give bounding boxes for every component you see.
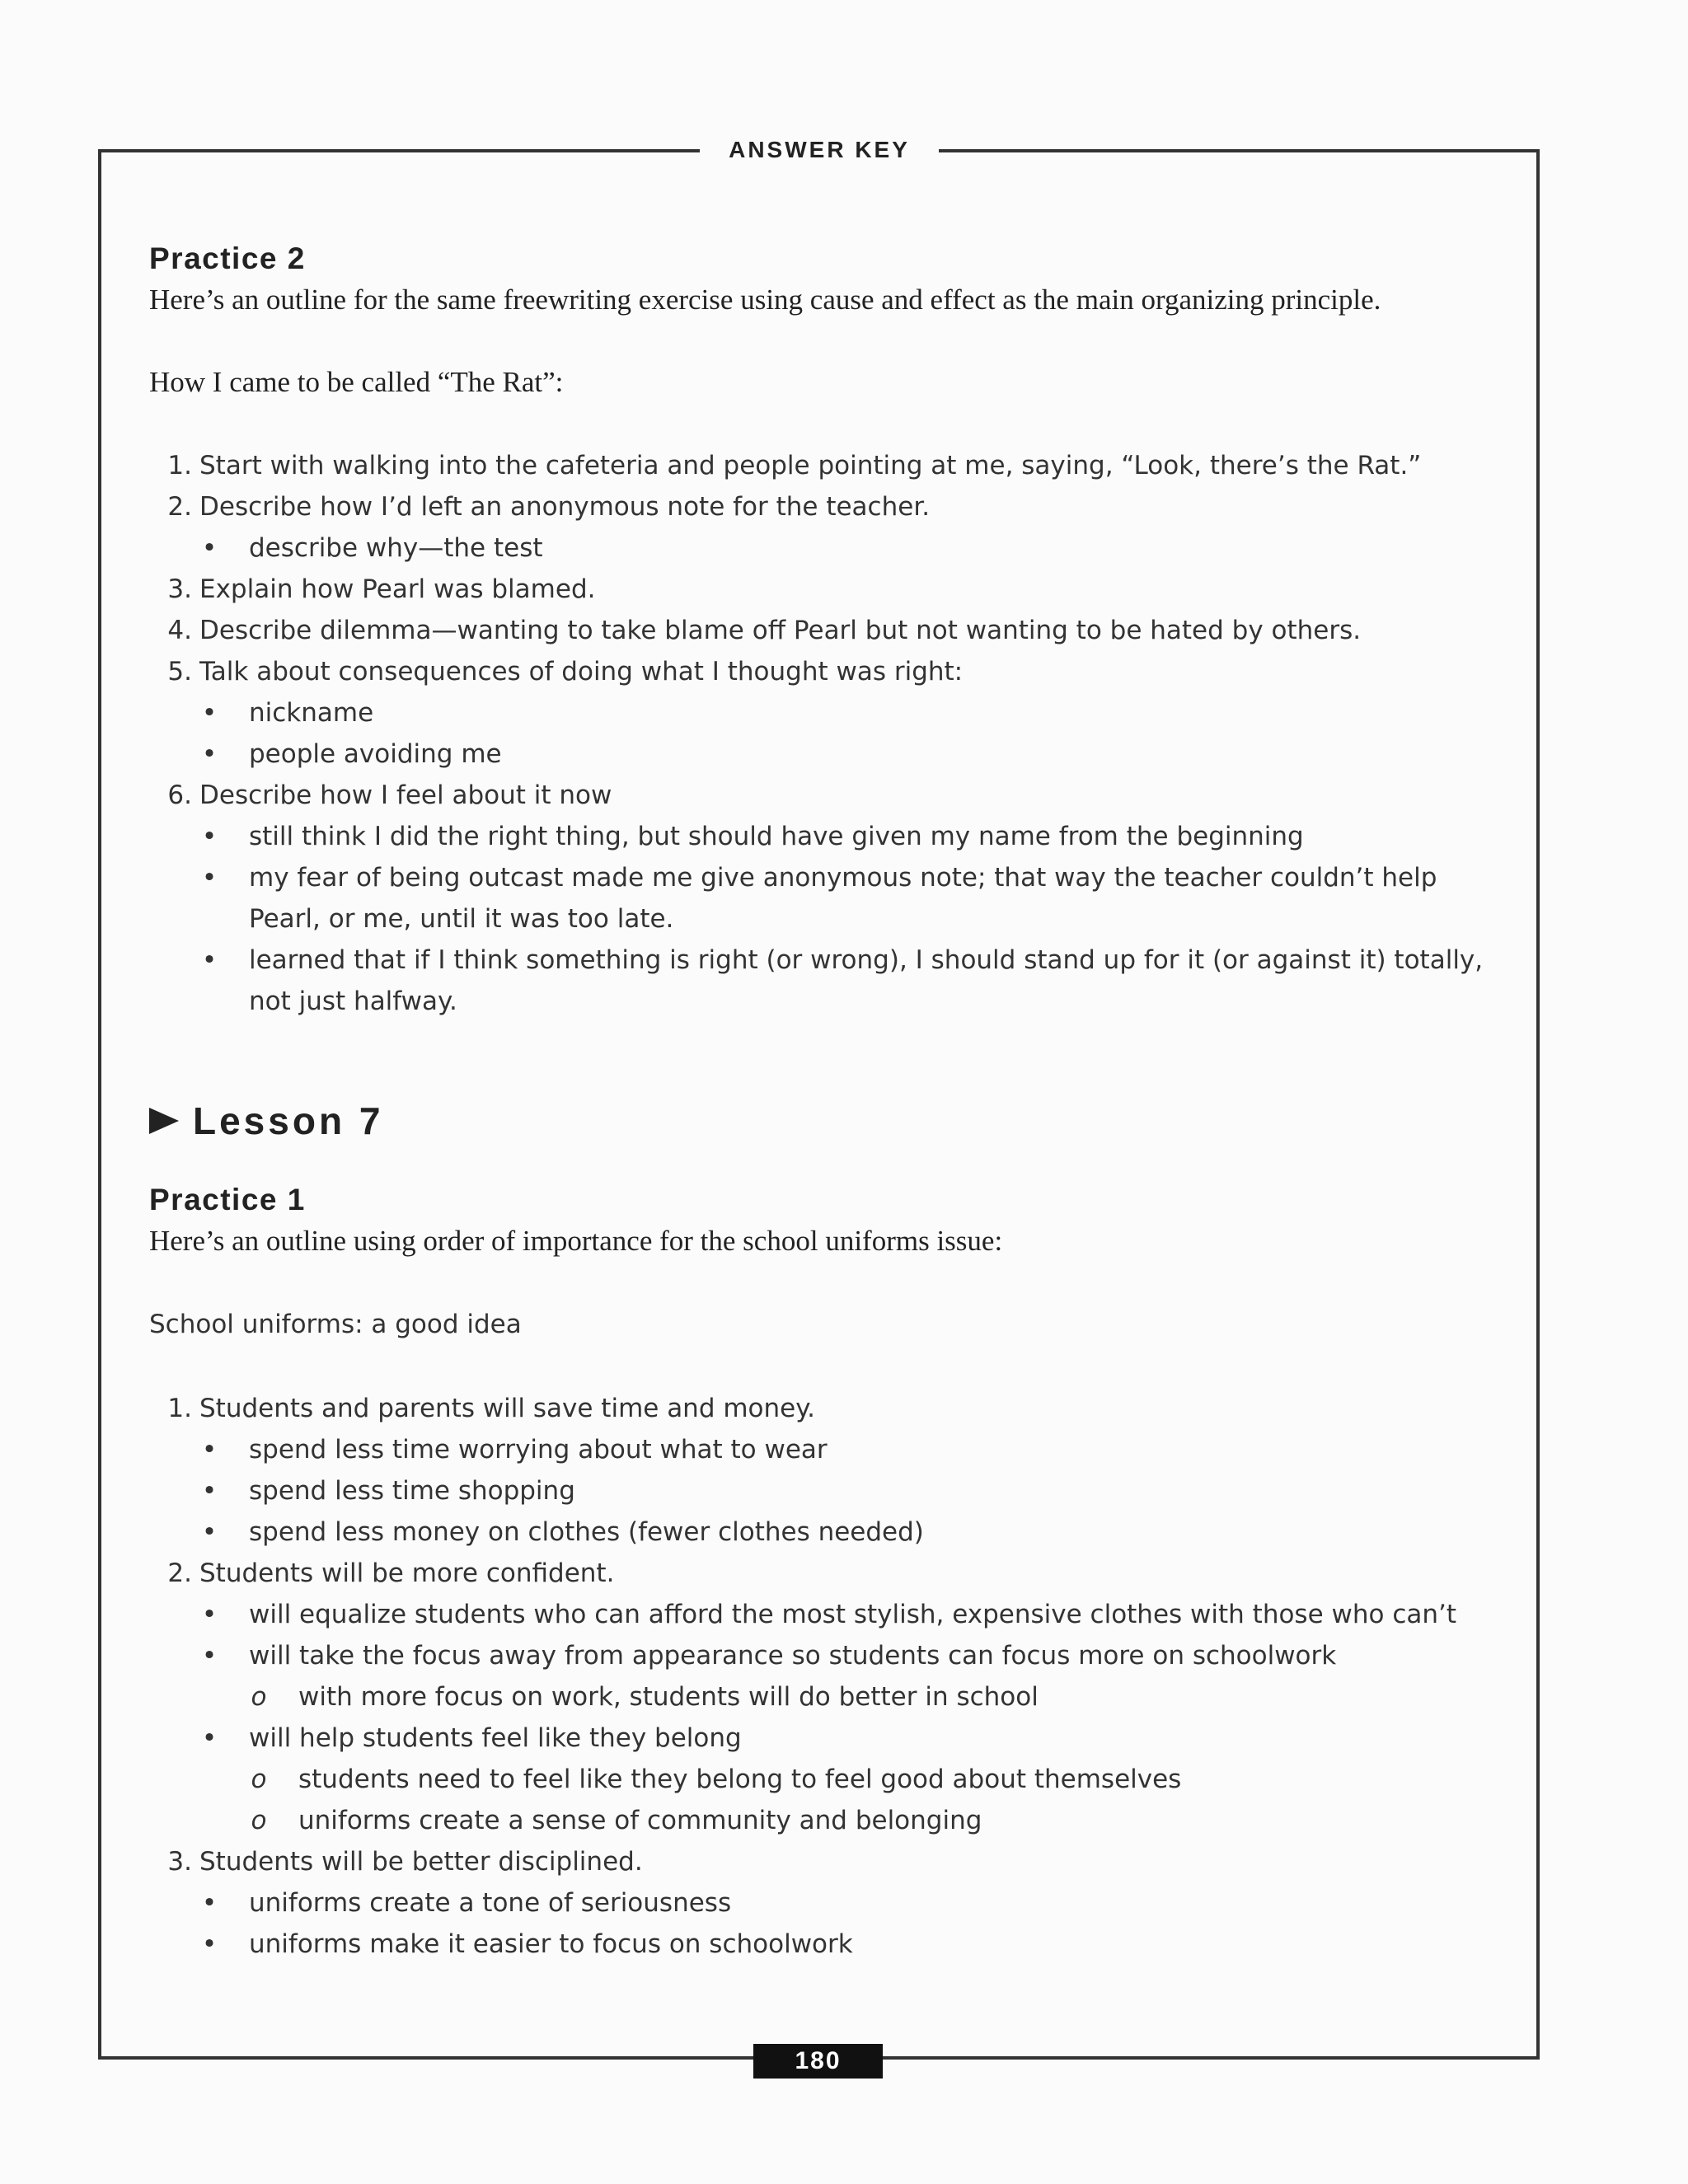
outline-subitem: • will help students feel like they belong o students need to feel like they belong to feel good about themselves o uniforms create a sense of community and belonging bbox=[199, 1718, 1501, 1841]
outline-item: 3. Students will be better disciplined. • uniforms create a tone of seriousness • uniforms make it easier to focus on schoolwork bbox=[149, 1841, 1501, 1965]
practice-1-heading: Practice 1 bbox=[149, 1183, 306, 1216]
outline-item: 4. Describe dilemma—wanting to take blame off Pearl but not wanting to be hated by others. bbox=[167, 616, 1362, 645]
outline-item: 1. Students and parents will save time and money. • spend less time worrying about what to wear • spend less time shopping • spend less money on clothes (fewer clothes needed) bbox=[149, 1388, 1501, 1553]
outline-item: 6. Describe how I feel about it now • still think I did the right thing, but should have given my name from the beginning • my fear of being outcast made me give anonymous note; that way the teacher couldn’t help Pearl, or me, until it was too late. • learned that if I think something is right (or wrong), I should stand up for it (or against it) totally, not just halfway. bbox=[149, 775, 1501, 1022]
practice-1-outline bbox=[149, 1388, 1501, 1965]
outline-subsubitem: o with more focus on work, students will do better in school bbox=[251, 1682, 1039, 1712]
outline-subitem: • people avoiding me bbox=[201, 739, 502, 769]
practice-2-outline bbox=[149, 445, 1501, 1022]
outline-subitem: • spend less money on clothes (fewer clothes needed) bbox=[201, 1517, 924, 1547]
outline-item: 3. Explain how Pearl was blamed. bbox=[167, 574, 596, 604]
practice-2-heading: Practice 2 bbox=[149, 241, 306, 275]
outline-subitem: • will take the focus away from appearance so students can focus more on schoolwork o with more focus on work, students will do better in school bbox=[199, 1635, 1501, 1718]
outline-subitem: • nickname bbox=[201, 698, 374, 728]
outline-subitem: • uniforms make it easier to focus on schoolwork bbox=[201, 1929, 853, 1959]
outline-subitem: • spend less time shopping bbox=[201, 1476, 575, 1506]
practice-2-intro: Here’s an outline for the same freewriting exercise using cause and effect as the main organizing principle. bbox=[149, 284, 1381, 316]
outline-subitem: • will equalize students who can afford the most stylish, expensive clothes with those who can’t bbox=[201, 1600, 1457, 1629]
page-number: 180 bbox=[753, 2044, 883, 2079]
outline-subitem: • uniforms create a tone of seriousness bbox=[201, 1888, 732, 1918]
outline-subitem: • learned that if I think something is right (or wrong), I should stand up for it (or against it) totally, not just halfway. bbox=[201, 945, 1484, 1016]
outline-subsubitem: o uniforms create a sense of community and belonging bbox=[251, 1806, 982, 1835]
page-content bbox=[149, 237, 1501, 1965]
outline-item: 5. Talk about consequences of doing what I thought was right: • nickname • people avoiding me bbox=[149, 651, 1501, 775]
practice-1-topic: School uniforms: a good idea bbox=[149, 1310, 522, 1339]
outline-item: 1. Start with walking into the cafeteria and people pointing at me, saying, “Look, there’s the Rat.” bbox=[167, 451, 1422, 480]
practice-1-intro: Here’s an outline using order of importance for the school uniforms issue: bbox=[149, 1225, 1003, 1257]
lesson-heading bbox=[149, 1096, 1501, 1146]
outline-subitem: • spend less time worrying about what to wear bbox=[201, 1435, 828, 1465]
outline-subsubitem: o students need to feel like they belong to feel good about themselves bbox=[251, 1765, 1182, 1794]
outline-subitem: • still think I did the right thing, but should have given my name from the beginning bbox=[201, 822, 1304, 851]
triangle-arrow-icon bbox=[149, 1108, 179, 1134]
outline-subitem: • describe why—the test bbox=[201, 533, 543, 563]
outline-item: 2. Describe how I’d left an anonymous note for the teacher. • describe why—the test bbox=[149, 486, 1501, 569]
practice-2-topic: How I came to be called “The Rat”: bbox=[149, 366, 564, 398]
outline-item: 2. Students will be more confident. • will equalize students who can afford the most stylish, expensive clothes with those who can’t • will take the focus away from appearance so students can focus more on schoolwork o with more focus on work, students will do better in school • will help students feel like they belong o students need to feel like they belong to feel good about themselves o uniforms create a sense of community and belonging bbox=[149, 1553, 1501, 1841]
lesson-title: Lesson 7 bbox=[193, 1099, 384, 1142]
outline-subitem: • my fear of being outcast made me give anonymous note; that way the teacher couldn’t help Pearl, or me, until it was too late. bbox=[201, 863, 1437, 934]
answer-key-header: ANSWER KEY bbox=[700, 134, 939, 166]
